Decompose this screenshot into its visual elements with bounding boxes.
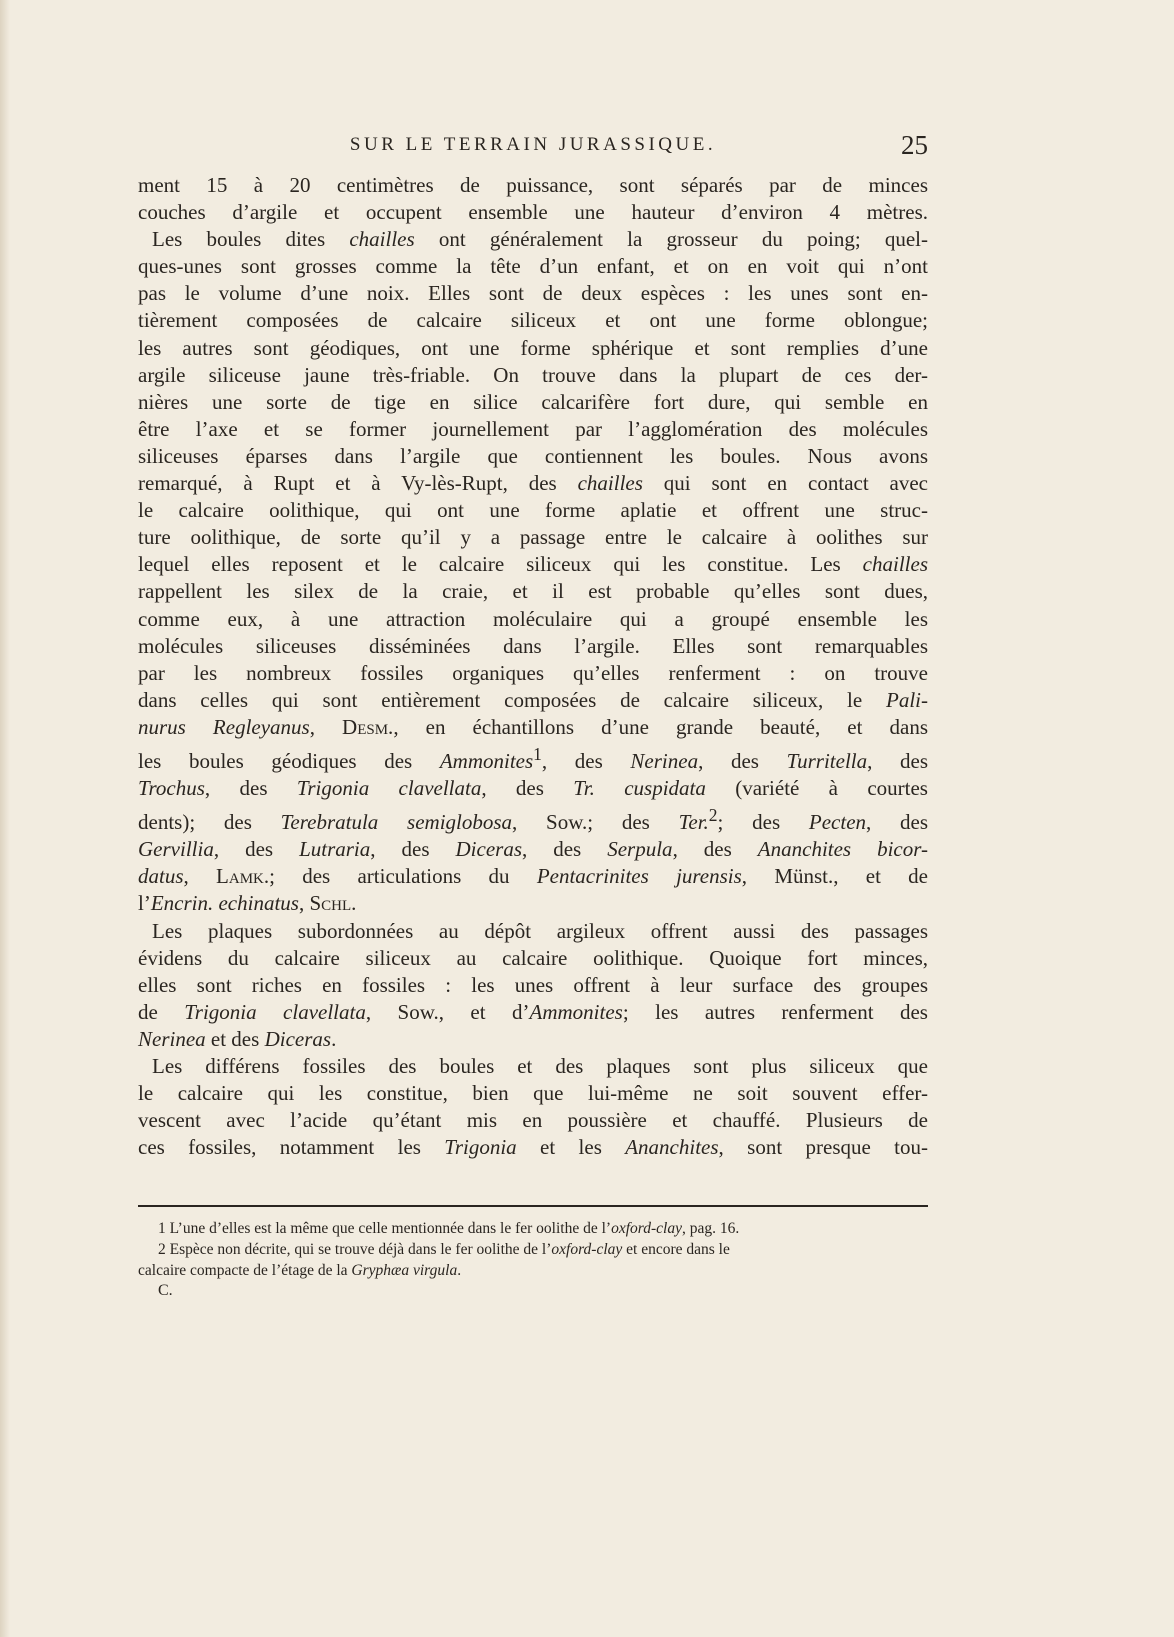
page-edge	[0, 0, 10, 1637]
text-line: Les plaques subordonnées au dépôt argileux offrent aussi des passages	[152, 918, 928, 943]
footnotes	[138, 1218, 928, 1281]
text-line: pas le volume d’une noix. Elles sont de deux espèces : les unes sont en-	[138, 281, 928, 306]
text-line: elles sont riches en fossiles : les unes offrent à leur surface des groupes	[138, 972, 928, 997]
text-line: remarqué, à Rupt et à Vy-lès-Rupt, des chailles qui sont en contact avec	[138, 471, 929, 496]
footnote-ref: 1	[533, 743, 542, 764]
running-head: SUR LE TERRAIN JURASSIQUE.	[349, 134, 717, 155]
text-line: Nerinea et des Diceras.	[138, 1026, 337, 1051]
text-line: Gervillia, des Lutraria, des Diceras, des Serpula, des Ananchites bicor-	[138, 837, 928, 862]
text-line: vescent avec l’acide qu’étant mis en poussière et chauffé. Plusieurs de	[138, 1108, 928, 1133]
text-line: couches d’argile et occupent ensemble une hauteur d’environ 4 mètres.	[138, 200, 928, 225]
text-line: l’Encrin. echinatus, Schl.	[138, 891, 357, 916]
text-line: ces fossiles, notamment les Trigonia et les Ananchites, sont presque tou-	[138, 1135, 929, 1160]
text-line: de Trigonia clavellata, Sow., et d’Ammonites; les autres renferment des	[138, 999, 928, 1024]
footnote-ref: 2	[708, 805, 718, 826]
signature-mark: C.	[158, 1282, 173, 1299]
text-line: le calcaire qui les constitue, bien que lui-même ne soit souvent effer-	[138, 1081, 928, 1106]
page-number: 25	[901, 130, 928, 160]
text-line: Trochus, des Trigonia clavellata, des Tr. cuspidata (variété à courtes	[138, 776, 928, 801]
text-line: comme eux, à une attraction moléculaire qui a groupé ensemble les	[138, 606, 928, 631]
text-line: être l’axe et se former journellement par l’agglomération des molécules	[138, 416, 928, 441]
body-text	[138, 172, 928, 1161]
text-line: Les boules dites chailles ont généralement la grosseur du poing; quel-	[152, 227, 929, 252]
text-line: évidens du calcaire siliceux au calcaire oolithique. Quoique fort minces,	[138, 945, 928, 970]
text-line: nières une sorte de tige en silice calcarifère fort dure, qui semble en	[138, 389, 928, 414]
text-line: molécules siliceuses disséminées dans l’argile. Elles sont remarquables	[138, 633, 928, 658]
text-line: le calcaire oolithique, qui ont une forme aplatie et offrent une struc-	[138, 498, 928, 523]
text-line: ture oolithique, de sorte qu’il y a passage entre le calcaire à oolithes sur	[138, 525, 928, 550]
text-line: par les nombreux fossiles organiques qu’elles renferment : on trouve	[138, 660, 928, 685]
text-line: rappellent les silex de la craie, et il est probable qu’elles sont dues,	[138, 579, 928, 604]
text-line: les boules géodiques des Ammonites$^1$, des Nerinea, des Turritella, des	[138, 743, 929, 773]
text-line: ment 15 à 20 centimètres de puissance, sont séparés par de minces	[138, 173, 928, 197]
footnote-2: 2 Espèce non décrite, qui se trouve déjà dans le fer oolithe de l’oxford-clay et encore dans le	[158, 1241, 730, 1258]
footnote-2-continued: calcaire compacte de l’étage de la Gryphæa virgula.	[138, 1262, 462, 1279]
text-line: Les différens fossiles des boules et des plaques sont plus siliceux que	[152, 1054, 928, 1078]
text-line: datus, Lamk.; des articulations du Pentacrinites jurensis, Münst., et de	[138, 864, 928, 889]
footnote-rule	[138, 1205, 928, 1207]
text-line: argile siliceuse jaune très-friable. On trouve dans la plupart de ces der-	[138, 362, 928, 387]
text-line: dents); des Terebratula semiglobosa, Sow.; des Ter.$^2$; des Pecten, des	[138, 805, 929, 835]
text-line: siliceuses éparses dans l’argile que contiennent les boules. Nous avons	[138, 443, 928, 468]
text-line: ques-unes sont grosses comme la tête d’un enfant, et on en voit qui n’ont	[138, 254, 928, 279]
text-line: nurus Regleyanus, Desm., en échantillons d’une grande beauté, et dans	[138, 714, 928, 739]
footnote-1: 1 L’une d’elles est la même que celle mentionnée dans le fer oolithe de l’oxford-clay, pag. 16.	[158, 1220, 740, 1237]
text-line: les autres sont géodiques, ont une forme sphérique et sont remplies d’une	[138, 335, 928, 360]
text-line: dans celles qui sont entièrement composées de calcaire siliceux, le Pali-	[138, 687, 928, 712]
text-line: lequel elles reposent et le calcaire siliceux qui les constitue. Les chailles	[138, 552, 928, 577]
text-line: tièrement composées de calcaire siliceux et ont une forme oblongue;	[138, 308, 928, 333]
page-header	[138, 130, 928, 160]
